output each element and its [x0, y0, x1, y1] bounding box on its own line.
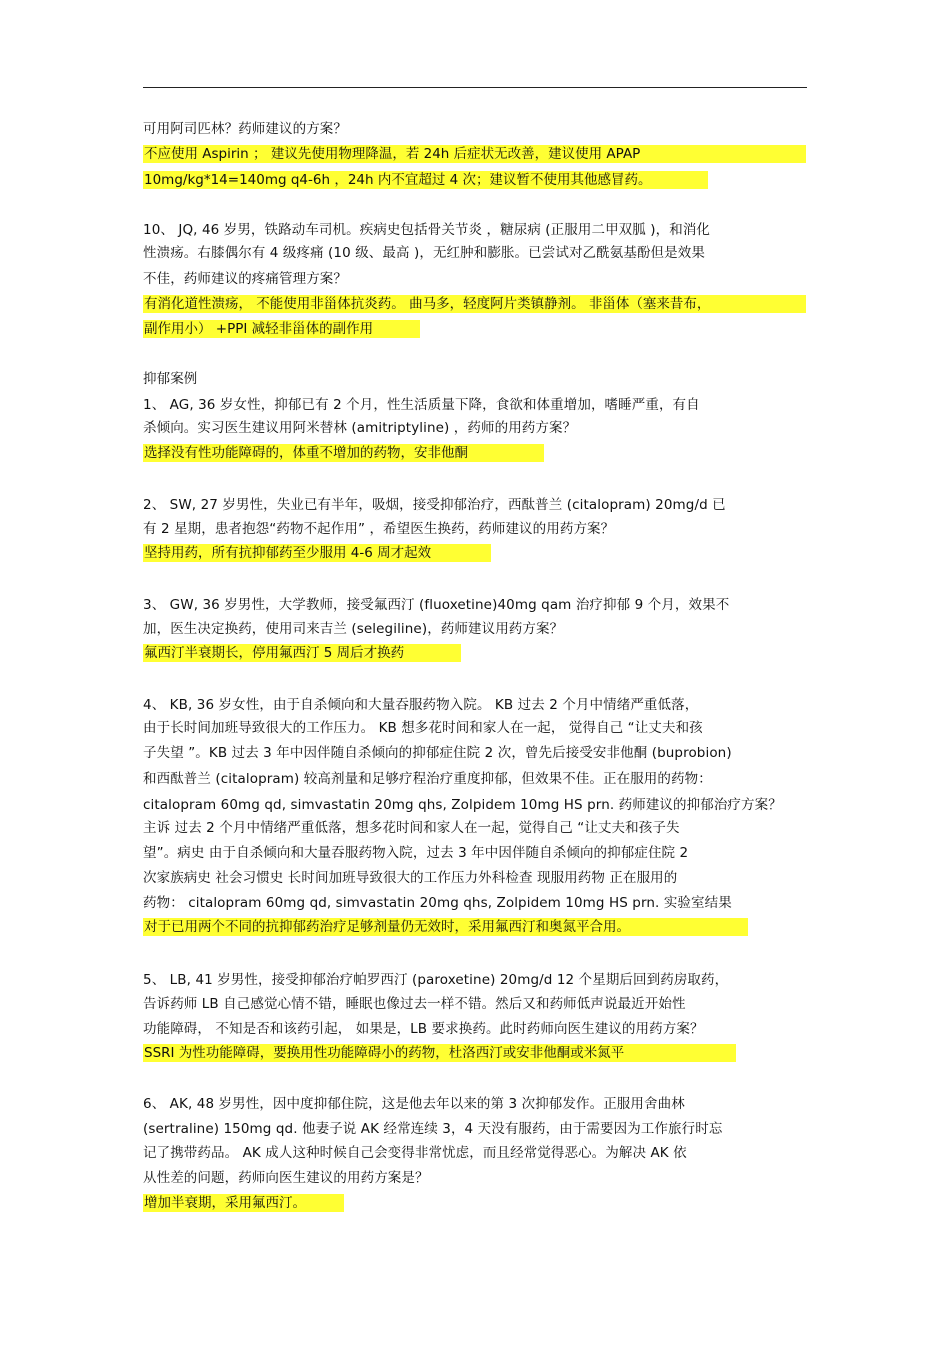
question-line: 2、 SW, 27 岁男性，失业已有半年，吸烟，接受抑郁治疗，西酞普兰 (citalopram) 20mg/d 已 — [143, 497, 726, 513]
question-line: 记了携带药品。 AK 成人这种时候自己会变得非常忧虑，而且经常觉得恶心。为解决 AK 依 — [143, 1145, 687, 1161]
question-line: 药物： citalopram 60mg qd, simvastatin 20mg qhs, Zolpidem 10mg HS prn. 实验室结果 — [143, 895, 732, 911]
question-line: 杀倾向。实习医生建议用阿米替林 (amitriptyline) ，药师的用药方案？ — [143, 420, 577, 436]
question-line: 5、 LB, 41 岁男性，接受抑郁治疗帕罗西汀 (paroxetine) 20mg/d 12 个星期后回到药房取药， — [143, 972, 729, 988]
question-line: 3、 GW, 36 岁男性，大学教师，接受氟西汀 (fluoxetine)40mg qam 治疗抑郁 9 个月，效果不 — [143, 597, 730, 613]
question-line: 由于长时间加班导致很大的工作压力。 KB 想多花时间和家人在一起， 觉得自己 “让丈夫和孩 — [143, 720, 703, 736]
answer-highlight: 增加半衰期，采用氟西汀。 — [143, 1194, 344, 1212]
answer-highlight: 氟西汀半衰期长，停用氟西汀 5 周后才换药 — [143, 644, 461, 662]
question-line: 性溃疡。右膝偶尔有 4 级疼痛 (10 级、最高 )，无红肿和膨胀。已尝试对乙酰氨基酚但是效果 — [143, 245, 705, 261]
section-heading: 抑郁案例 — [143, 371, 198, 387]
question-line: 次家族病史 社会习惯史 长时间加班导致很大的工作压力外科检查 现服用药物 正在服用的 — [143, 870, 678, 886]
question-line: 告诉药师 LB 自己感觉心情不错，睡眠也像过去一样不错。然后又和药师低声说最近开始性 — [143, 996, 686, 1012]
answer-highlight: 坚持用药，所有抗抑郁药至少服用 4-6 周才起效 — [143, 544, 491, 562]
header-rule — [143, 87, 807, 88]
question-line: 可用阿司匹林？药师建议的方案？ — [143, 121, 347, 137]
question-line: citalopram 60mg qd, simvastatin 20mg qhs, Zolpidem 10mg HS prn. 药师建议的抑郁治疗方案？ — [143, 797, 782, 813]
answer-highlight: 不应使用 Aspirin ； 建议先使用物理降温，若 24h 后症状无改善，建议使用 APAP — [143, 145, 806, 163]
answer-highlight: 选择没有性功能障碍的，体重不增加的药物，安非他酮 — [143, 444, 544, 462]
question-line: 4、 KB, 36 岁女性，由于自杀倾向和大量吞服药物入院。 KB 过去 2 个月中情绪严重低落， — [143, 697, 699, 713]
answer-highlight: SSRI 为性功能障碍，要换用性功能障碍小的药物，杜洛西汀或安非他酮或米氮平 — [143, 1044, 736, 1062]
question-line: 1、 AG, 36 岁女性，抑郁已有 2 个月，性生活质量下降，食欲和体重增加，嗜睡严重，有自 — [143, 397, 700, 413]
question-line: 6、 AK, 48 岁男性，因中度抑郁住院，这是他去年以来的第 3 次抑郁发作。正服用舍曲林 — [143, 1096, 685, 1112]
question-line: 主诉 过去 2 个月中情绪严重低落，想多花时间和家人在一起，觉得自己 “让丈夫和孩子失 — [143, 820, 680, 836]
question-line: 子失望 ”。KB 过去 3 年中因伴随自杀倾向的抑郁症住院 2 次，曾先后接受安非他酮 (buprobion) — [143, 745, 732, 761]
answer-highlight: 副作用小） +PPI 减轻非甾体的副作用 — [143, 320, 420, 338]
question-line: 有 2 星期，患者抱怨“药物不起作用” ，希望医生换药，药师建议的用药方案？ — [143, 521, 615, 537]
question-line: 望”。病史 由于自杀倾向和大量吞服药物入院，过去 3 年中因伴随自杀倾向的抑郁症住院 2 — [143, 845, 689, 861]
question-line: (sertraline) 150mg qd. 他妻子说 AK 经常连续 3，4 天没有服药，由于需要因为工作旅行时忘 — [143, 1121, 723, 1137]
answer-highlight: 对于已用两个不同的抗抑郁药治疗足够剂量仍无效时，采用氟西汀和奥氮平合用。 — [143, 918, 748, 936]
answer-highlight: 有消化道性溃疡， 不能使用非甾体抗炎药。 曲马多，轻度阿片类镇静剂。 非甾体（塞来昔布， — [143, 295, 806, 313]
answer-highlight: 10mg/kg*14=140mg q4-6h ，24h 内不宜超过 4 次；建议暂不使用其他感冒药。 — [143, 171, 708, 189]
question-line: 和西酞普兰 (citalopram) 较高剂量和足够疗程治疗重度抑郁，但效果不佳。正在服用的药物： — [143, 771, 712, 787]
question-line: 10、 JQ, 46 岁男，铁路动车司机。疾病史包括骨关节炎 ，糖尿病 (正服用二甲双胍 )，和消化 — [143, 222, 711, 238]
question-line: 功能障碍， 不知是否和该药引起， 如果是，LB 要求换药。此时药师向医生建议的用药方案？ — [143, 1021, 704, 1037]
question-line: 不佳，药师建议的疼痛管理方案？ — [143, 271, 347, 287]
question-line: 从性差的问题，药师向医生建议的用药方案是？ — [143, 1170, 429, 1186]
question-line: 加，医生决定换药，使用司来吉兰 (selegiline)，药师建议用药方案？ — [143, 621, 564, 637]
